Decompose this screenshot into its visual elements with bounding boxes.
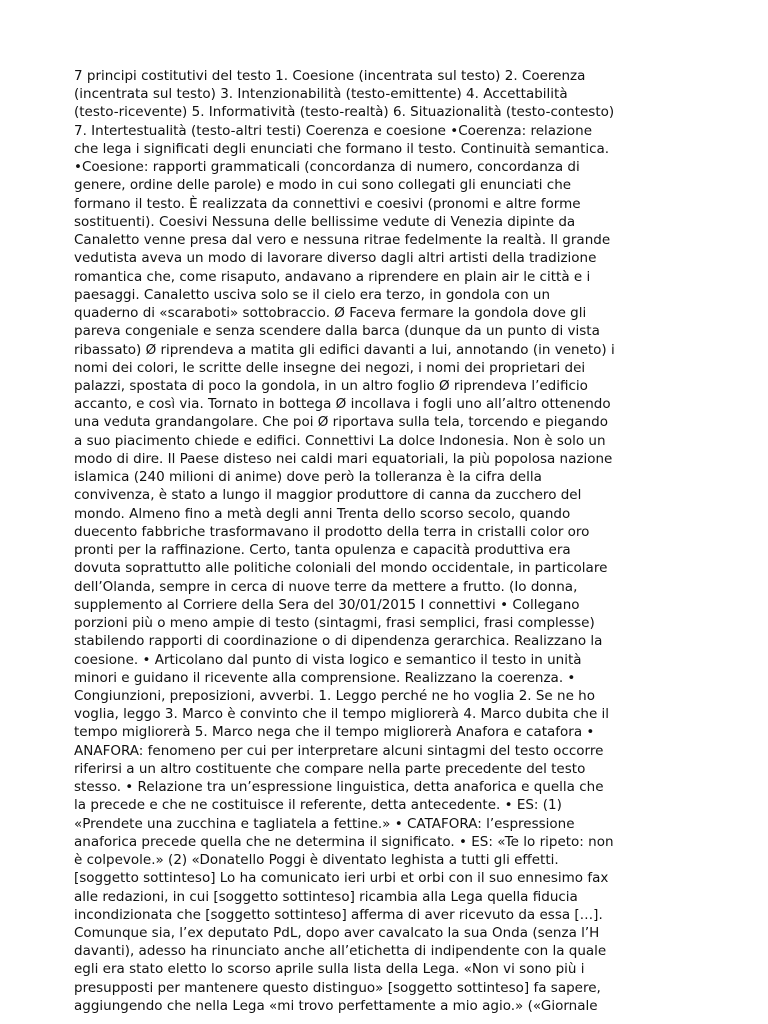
text-line: una veduta grandangolare. Che poi Ø riportava sulla tela, torcendo e piegando xyxy=(74,414,608,431)
text-line: aggiungendo che nella Lega «mi trovo perfettamente a mio agio.» («Giornale xyxy=(74,997,598,1014)
text-line: [soggetto sottinteso] Lo ha comunicato ieri urbi et orbi con il suo ennesimo fax xyxy=(74,870,609,887)
text-line: genere, ordine delle parole) e modo in cui sono collegati gli enunciati che xyxy=(74,177,572,194)
text-line: stabilendo rapporti di coordinazione o di dipendenza gerarchica. Realizzano la xyxy=(74,633,603,650)
text-line: davanti), adesso ha rinunciato anche all’etichetta di indipendente con la quale xyxy=(74,943,607,960)
text-line: 7 principi costitutivi del testo 1. Coesione (incentrata sul testo) 2. Coerenza xyxy=(74,68,586,84)
text-line: «Prendete una zucchina e tagliatela a fettine.» • CATAFORA: l’espressione xyxy=(74,815,575,832)
text-line: formano il testo. È realizzata da connettivi e coesivi (pronomi e altre forme xyxy=(74,195,581,212)
text-line: egli era stato eletto lo scorso aprile sulla lista della Lega. «Non vi sono più i xyxy=(74,961,585,978)
text-line: porzioni più o meno ampie di testo (sintagmi, frasi semplici, frasi complesse) xyxy=(74,615,595,632)
text-line: nomi dei colori, le scritte delle insegne dei negozi, i nomi dei proprietari dei xyxy=(74,359,586,376)
text-line: che lega i significati degli enunciati che formano il testo. Continuità semantica. xyxy=(74,140,610,157)
text-line: pareva congeniale e senza scendere dalla barca (dunque da un punto di vista xyxy=(74,323,600,340)
text-line: coesione. • Articolano dal punto di vista logico e semantico il testo in unità xyxy=(74,651,582,668)
text-line: (incentrata sul testo) 3. Intenzionabilità (testo-emittente) 4. Accettabilità xyxy=(74,86,568,103)
text-line: paesaggi. Canaletto usciva solo se il cielo era terzo, in gondola con un xyxy=(74,286,551,303)
text-line: presupposti per mantenere questo distinguo» [soggetto sottinteso] fa sapere, xyxy=(74,979,601,996)
text-line: (testo-ricevente) 5. Informatività (testo-realtà) 6. Situazionalità (testo-contesto) xyxy=(74,104,615,121)
text-line: alle redazioni, in cui [soggetto sottinteso] ricambia alla Lega quella fiducia xyxy=(74,888,578,905)
text-line: è colpevole.» (2) «Donatello Poggi è diventato leghista a tutti gli effetti. xyxy=(74,852,559,869)
text-line: vedutista aveva un modo di lavorare diverso dagli altri artisti della tradizione xyxy=(74,250,597,267)
text-line: tempo migliorerà 5. Marco nega che il tempo migliorerà Anafora e catafora • xyxy=(74,724,595,741)
text-line: sostituenti). Coesivi Nessuna delle bellissime vedute di Venezia dipinte da xyxy=(74,213,576,230)
text-line: anaforica precede quella che ne determina il significato. • ES: «Te lo ripeto: non xyxy=(74,833,614,850)
text-line: incondizionata che [soggetto sottinteso] afferma di aver ricevuto da essa […]. xyxy=(74,906,603,923)
text-line: riferirsi a un altro costituente che compare nella parte precedente del testo xyxy=(74,760,586,777)
text-line: convivenza, è stato a lungo il maggior produttore di canna da zucchero del xyxy=(74,487,582,504)
text-line: la precede e che ne costituisce il referente, detta antecedente. • ES: (1) xyxy=(74,797,562,814)
text-line: mondo. Almeno fino a metà degli anni Trenta dello scorso secolo, quando xyxy=(74,505,571,522)
text-line: voglia, leggo 3. Marco è convinto che il tempo migliorerà 4. Marco dubita che il xyxy=(74,706,610,723)
text-line: palazzi, spostata di poco la gondola, in un altro foglio Ø riprendeva l’edificio xyxy=(74,377,588,394)
text-line: minori e guidano il ricevente alla comprensione. Realizzano la coerenza. • xyxy=(74,669,576,686)
text-line: a suo piacimento chiede e edifici. Connettivi La dolce Indonesia. Non è solo un xyxy=(74,432,606,449)
text-line: dell’Olanda, sempre in cerca di nuove terre da mettere a frutto. (Io donna, xyxy=(74,578,578,595)
text-line: 7. Intertestualità (testo-altri testi) Coerenza e coesione •Coerenza: relazione xyxy=(74,122,593,139)
text-line: •Coesione: rapporti grammaticali (concordanza di numero, concordanza di xyxy=(74,159,580,176)
text-line: ANAFORA: fenomeno per cui per interpretare alcuni sintagmi del testo occorre xyxy=(74,742,604,759)
text-line: supplemento al Corriere della Sera del 30/01/2015 I connettivi • Collegano xyxy=(74,596,580,613)
text-line: quaderno di «scaraboti» sottobraccio. Ø Faceva fermare la gondola dove gli xyxy=(74,305,587,322)
text-line: ribassato) Ø riprendeva a matita gli edifici davanti a lui, annotando (in veneto) i xyxy=(74,341,615,358)
text-line: Comunque sia, l’ex deputato PdL, dopo aver cavalcato la sua Onda (senza l’H xyxy=(74,925,600,942)
text-line: Canaletto venne presa dal vero e nessuna ritrae fedelmente la realtà. Il grande xyxy=(74,232,611,249)
text-line: dovuta soprattutto alle politiche coloniali del mondo occidentale, in particolare xyxy=(74,560,608,577)
text-line: modo di dire. Il Paese disteso nei caldi mari equatoriali, la più popolosa nazione xyxy=(74,450,613,467)
text-line: accanto, e così via. Tornato in bottega Ø incollava i fogli uno all’altro ottenendo xyxy=(74,396,611,413)
text-line: islamica (240 milioni di anime) dove però la tolleranza è la cifra della xyxy=(74,469,542,486)
text-line: Congiunzioni, preposizioni, avverbi. 1. Leggo perché ne ho voglia 2. Se ne ho xyxy=(74,687,596,704)
text-line: duecento fabbriche trasformavano il prodotto della terra in cristalli color oro xyxy=(74,523,590,540)
document-body-text xyxy=(74,67,696,1015)
text-line: romantica che, come risaputo, andavano a riprendere en plain air le città e i xyxy=(74,268,591,285)
text-line: stesso. • Relazione tra un’espressione linguistica, detta anaforica e quella che xyxy=(74,779,604,796)
text-line: pronti per la raffinazione. Certo, tanta opulenza e capacità produttiva era xyxy=(74,542,571,559)
